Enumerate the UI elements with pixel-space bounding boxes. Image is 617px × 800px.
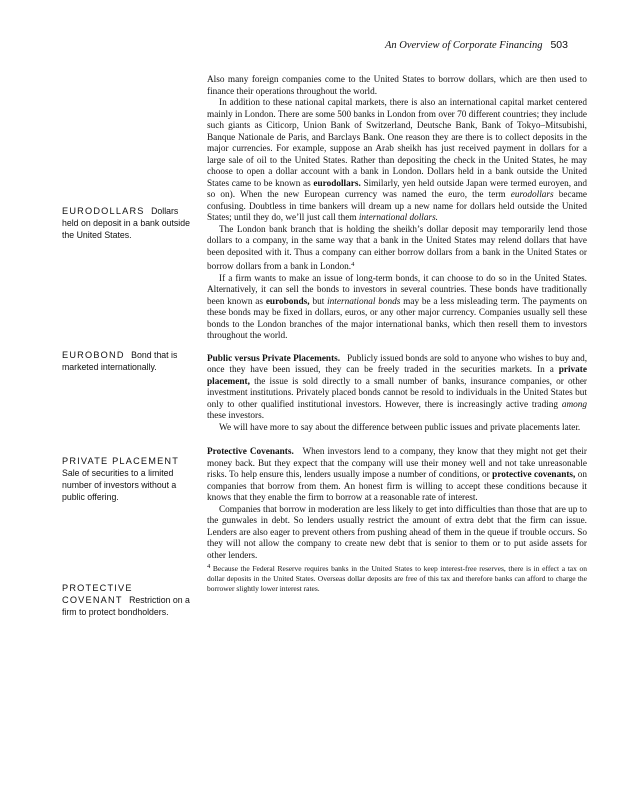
key-term-private-placement: private placement, [207,365,587,387]
running-header [385,39,568,51]
margin-definition: Bond that is marketed internationally. [62,350,178,372]
page-number: 503 [550,39,568,51]
main-text-column [207,75,587,594]
margin-term: PROTECTIVE COVENANT [62,583,133,605]
section-heading: Public versus Private Placements. [207,353,341,364]
margin-note-eurodollars [62,205,196,241]
paragraph: Companies that borrow in moderation are less likely to get into difficulties than those that are up to the gunwales in debt. So lenders usually restrict the amount of extra debt that the firm can issue. Lenders are also eager to prevent others from pushing ahead of them in the queue if trouble occurs. So they will not allow the company to create new debt that is senior to them or to put aside assets for other lenders. [207,504,587,561]
margin-definition: Dollars held on deposit in a bank outside the United States. [62,206,190,240]
running-header-title: An Overview of Corporate Financing [384,40,543,51]
key-term-eurobonds: eurobonds, [265,296,310,307]
paragraph: The London bank branch that is holding the sheikh’s dollar deposit may temporarily lend those dollars to a company, in the same way that a bank in the United States may relend dollars that have been deposited with it. Thus a company can either borrow dollars from a bank in the United States or borrow dollars from a bank in London.$^4$ [207,224,587,272]
margin-term: EUROBOND [62,350,125,360]
margin-term: PRIVATE PLACEMENT [62,456,180,466]
paragraph: In addition to these national capital markets, there is also an international capital market centered mainly in London. There are some 500 banks in London from over 70 different countries; they include such giants as Citicorp, Union Bank of Switzerland, Deutsche Bank, Bank of Tokyo–Mitsubishi, Banque Nationale de Paris, and Barclays Bank. One reason they are there is to collect deposits in the major currencies. For example, suppose an Arab sheikh has just received payment in dollars for a large sale of oil to the United States. Rather than depositing the check in the United States, he may choose to open a dollar account with a bank in London. Dollars held in a bank outside the United States came to be known as eurodollars. Similarly, yen held outside Japan were termed euroyen, and so on). When the new European currency was named the euro, the term eurodollars became confusing. Doubtless in time bankers will dream up a new name for dollars held outside the United States; until they do, we’ll just call them international dollars. [207,98,588,223]
margin-definition: Sale of securities to a limited number of investors without a public offering. [62,468,177,502]
paragraph: If a firm wants to make an issue of long-term bonds, it can choose to do so in the United States. Alternatively, it can sell the bonds to investors in several countries. These bonds have traditionally been known as eurobonds, but international bonds may be a less misleading term. The payments on these bonds may be fixed in dollars, euros, or any other major currency. Companies usually sell these bonds to the London branches of the major international banks, which then resell them to investors throughout the world. [207,273,588,341]
margin-definition: Restriction on a firm to protect bondholders. [62,595,190,617]
paragraph: We will have more to say about the difference between public issues and private placements later. [219,422,581,433]
margin-note-protective-covenant [62,582,196,618]
paragraph: Public versus Private Placements. Publicly issued bonds are sold to anyone who wishes to buy and, once they have been issued, they can be freely traded in the securities markets. In a private placement, the issue is sold directly to a small number of banks, insurance companies, or other investment institutions. Privately placed bonds cannot be resold to individuals in the United States but only to other qualified institutional investors. However, there is increasingly active trading among these investors. [207,353,588,421]
paragraph: Protective Covenants. When investors lend to a company, they know that they might not get their money back. But they expect that the company will use their money well and not take unreasonable risks. To help ensure this, lenders usually impose a number of conditions, or protective covenants, on companies that borrow from them. An honest firm is willing to accept these conditions because it knows that they enable the firm to borrow at a reasonable rate of interest. [207,447,588,503]
footnote-mark: 4 [207,563,211,570]
margin-term: EURODOLLARS [62,206,145,216]
section-heading: Protective Covenants. [207,447,294,457]
footnote: 4 Because the Federal Reserve requires banks in the United States to keep interest-free reserves, there is in effect a tax on dollar deposits in the United States. Overseas dollar deposits are free of this tax and therefore banks can afford to charge the borrower slightly lower interest rates. [207,563,588,593]
footnote-reference: 4 [351,261,355,268]
key-term-eurodollars: eurodollars. [313,178,361,189]
key-term-protective-covenants: protective covenants, [492,470,576,480]
margin-note-eurobond [62,349,196,373]
margin-note-private-placement [62,455,196,503]
paragraph: Also many foreign companies come to the United States to borrow dollars, which are then used to finance their operations throughout the world. [207,75,587,97]
